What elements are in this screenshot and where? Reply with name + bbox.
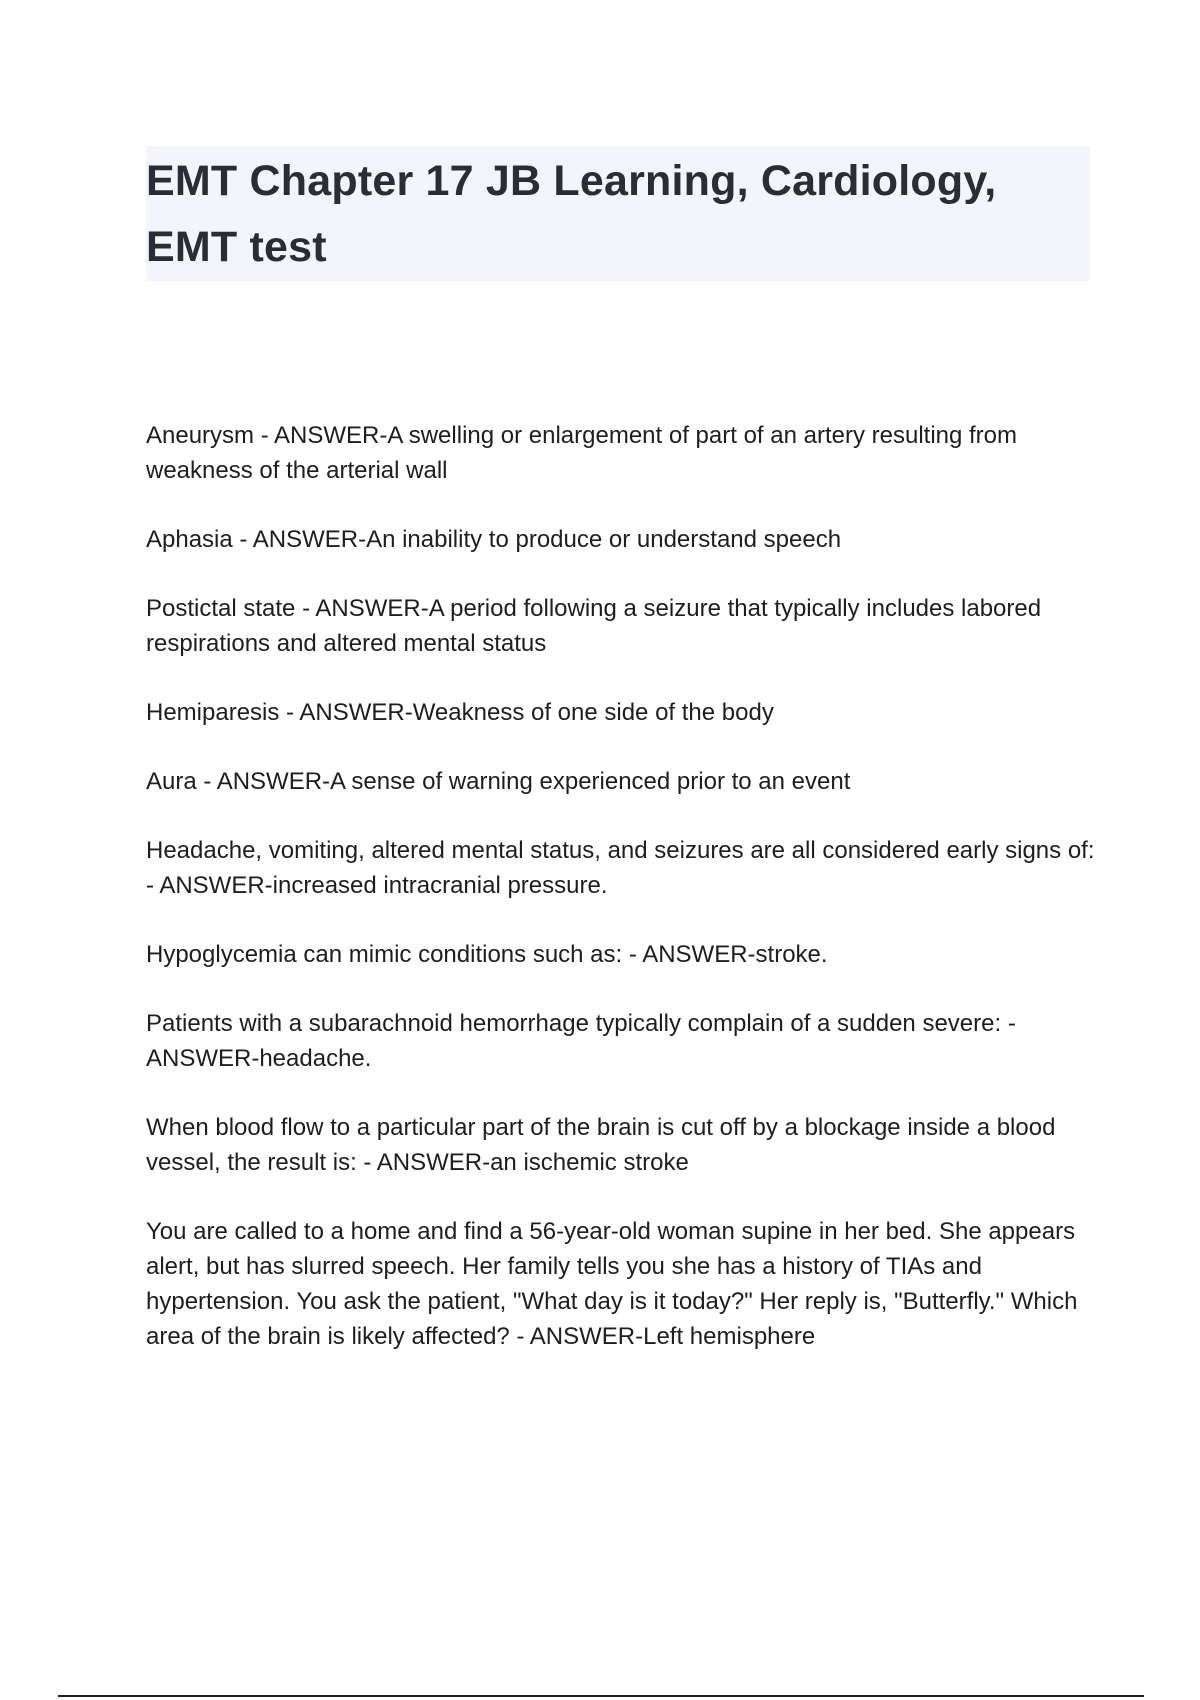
title-block [146, 146, 1090, 281]
footer-divider [58, 1695, 1144, 1697]
document-title: EMT Chapter 17 JB Learning, Cardiology, EMT test [146, 157, 997, 271]
qa-item-subarachnoid-hemorrhage: Patients with a subarachnoid hemorrhage typically complain of a sudden severe: - ANSWER-headache. [146, 1010, 1016, 1072]
qa-item-hypoglycemia: Hypoglycemia can mimic conditions such as: - ANSWER-stroke. [146, 941, 828, 968]
qa-item-aphasia: Aphasia - ANSWER-An inability to produce or understand speech [146, 526, 842, 553]
qa-item-aneurysm: Aneurysm - ANSWER-A swelling or enlargement of part of an artery resulting from weakness of the arterial wall [146, 422, 1018, 484]
qa-item-intracranial-pressure: Headache, vomiting, altered mental status, and seizures are all considered early signs of: - ANSWER-increased intracranial pressure. [146, 837, 1095, 899]
qa-item-postictal-state: Postictal state - ANSWER-A period following a seizure that typically includes labored respirations and altered mental status [146, 595, 1042, 657]
qa-item-hemiparesis: Hemiparesis - ANSWER-Weakness of one side of the body [146, 699, 774, 726]
qa-item-left-hemisphere: You are called to a home and find a 56-year-old woman supine in her bed. She appears alert, but has slurred speech. Her family tells you she has a history of TIAs and hypertension. You ask the patient, "What day is it today?" Her reply is, "Butterfly." Which area of the brain is likely affected? - ANSWER-Left hemisphere [146, 1218, 1078, 1350]
qa-list [146, 418, 1096, 1388]
qa-item-ischemic-stroke: When blood flow to a particular part of the brain is cut off by a blockage inside a blood vessel, the result is: - ANSWER-an ischemic stroke [146, 1114, 1056, 1176]
qa-item-aura: Aura - ANSWER-A sense of warning experienced prior to an event [146, 768, 851, 795]
